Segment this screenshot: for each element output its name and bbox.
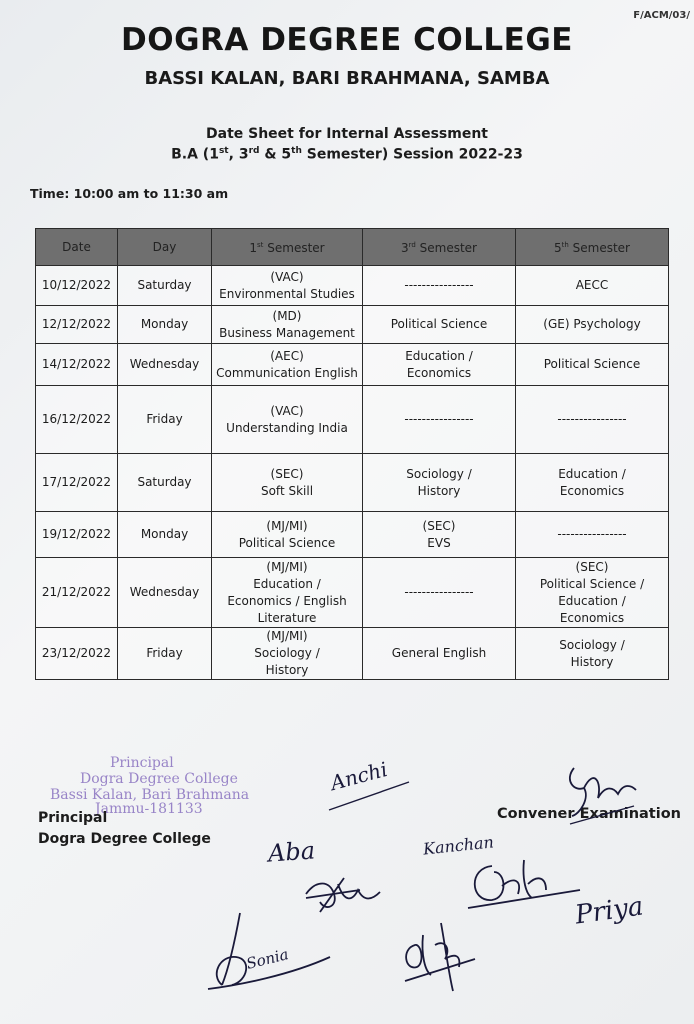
cell-sem1: (MJ/MI) Sociology / History [212,628,363,680]
cell-sem5: ---------------- [516,386,669,454]
cell-sem1: (VAC) Environmental Studies [212,266,363,306]
form-code: F/ACM/03/ [633,10,690,21]
table-header-row [36,229,669,266]
signature-sonia: Sonia [244,945,291,973]
cell-sem3: ---------------- [363,386,516,454]
header-sem1: 1st Semester [212,229,363,266]
cell-sem1: (MJ/MI) Political Science [212,512,363,558]
table-row [36,558,669,628]
cell-sem3: Political Science [363,306,516,344]
table-row [36,306,669,344]
cell-sem1: (MJ/MI) Education / Economics / English Literature [212,558,363,628]
cell-day: Wednesday [118,344,212,386]
cell-sem1: (VAC) Understanding India [212,386,363,454]
header-day: Day [118,229,212,266]
cell-date: 12/12/2022 [36,306,118,344]
cell-date: 19/12/2022 [36,512,118,558]
cell-day: Friday [118,628,212,680]
cell-date: 17/12/2022 [36,454,118,512]
sheet-title: Date Sheet for Internal Assessment [206,126,488,142]
signature-stroke [325,776,415,816]
header-date: Date [36,229,118,266]
table-row [36,344,669,386]
cell-sem5: (GE) Psychology [516,306,669,344]
cell-sem3: ---------------- [363,558,516,628]
signature-anchi: Anchi [327,756,390,796]
principal-college: Dogra Degree College [38,831,211,847]
table-row [36,266,669,306]
cell-sem1: (SEC) Soft Skill [212,454,363,512]
cell-day: Wednesday [118,558,212,628]
signature-kanchan: Kanchan [422,832,495,859]
table-row [36,512,669,558]
cell-date: 23/12/2022 [36,628,118,680]
cell-sem5: Sociology / History [516,628,669,680]
cell-date: 21/12/2022 [36,558,118,628]
principal-signature-block [38,808,211,850]
table-row [36,386,669,454]
college-address: BASSI KALAN, BARI BRAHMANA, SAMBA [144,68,550,89]
principal-seal-stamp: Principal Dogra Degree College Bassi Kalan, Bari Brahmana Jammu-181133 [50,755,250,817]
cell-day: Monday [118,306,212,344]
header-sem3: 3rd Semester [363,229,516,266]
exam-time: Time: 10:00 am to 11:30 am [30,186,229,201]
cell-day: Monday [118,512,212,558]
cell-sem3: Education / Economics [363,344,516,386]
principal-title: Principal [38,810,108,826]
cell-sem5: (SEC) Political Science / Education / Economics [516,558,669,628]
cell-sem3: (SEC) EVS [363,512,516,558]
cell-date: 10/12/2022 [36,266,118,306]
cell-sem3: General English [363,628,516,680]
cell-sem5: ---------------- [516,512,669,558]
cell-day: Friday [118,386,212,454]
cell-sem1: (MD) Business Management [212,306,363,344]
cell-date: 16/12/2022 [36,386,118,454]
cell-sem1: (AEC) Communication English [212,344,363,386]
signature-aba: Aba [267,836,316,868]
cell-sem5: Education / Economics [516,454,669,512]
college-name: DOGRA DEGREE COLLEGE [121,22,573,58]
table-row [36,628,669,680]
table-row [36,454,669,512]
cell-sem5: Political Science [516,344,669,386]
signature-scribble-4 [395,915,485,995]
convener-title: Convener Examination [497,806,681,822]
header-sem5: 5th Semester [516,229,669,266]
cell-sem3: Sociology / History [363,454,516,512]
convener-signature [560,758,650,828]
cell-day: Saturday [118,266,212,306]
cell-day: Saturday [118,454,212,512]
cell-sem3: ---------------- [363,266,516,306]
signature-scribble-2 [462,850,592,915]
cell-date: 14/12/2022 [36,344,118,386]
date-sheet-table [35,228,669,680]
cell-sem5: AECC [516,266,669,306]
sheet-subtitle: B.A (1st, 3rd & 5th Semester) Session 2022-23 [171,146,523,163]
signature-priya: Priya [573,891,646,931]
